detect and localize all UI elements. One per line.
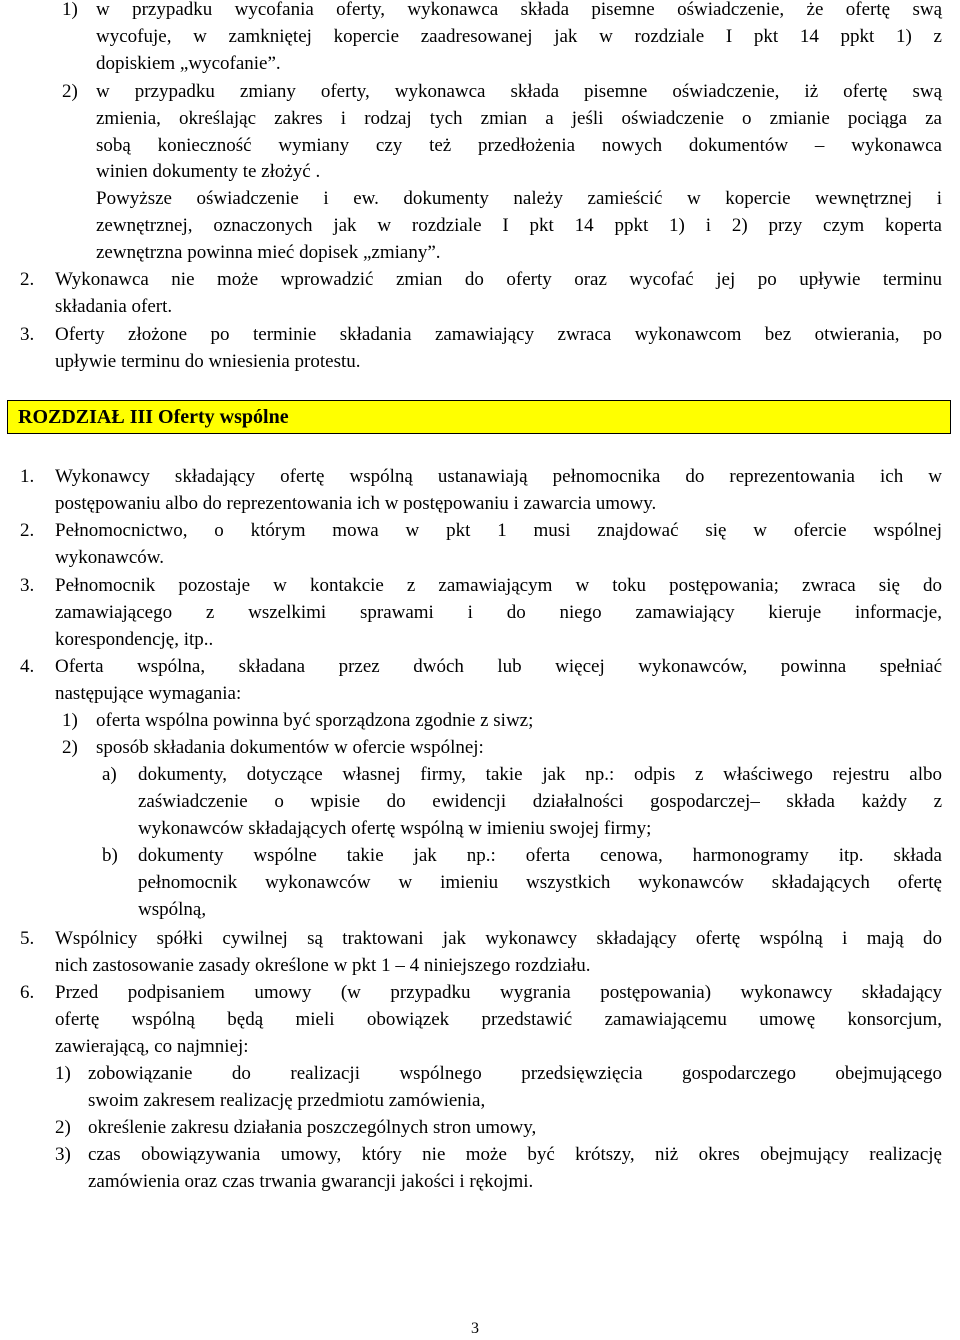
paragraph-line: sposób składania dokumentów w ofercie wspólnej: bbox=[96, 737, 484, 758]
paragraph-line: ofertę wspólną będą mieli obowiązek przedstawić zamawiającemu umowę konsorcjum, bbox=[55, 1009, 942, 1030]
list-marker: 6. bbox=[20, 982, 35, 1003]
list-marker: 2. bbox=[20, 269, 35, 290]
paragraph-line: upływie terminu do wniesienia protestu. bbox=[55, 351, 361, 372]
list-marker: 5. bbox=[20, 928, 35, 949]
paragraph-line: zmienia, określając zakres i rodzaj tych zmian a jeśli oświadczenie o zmianie pociąga za bbox=[96, 108, 942, 129]
paragraph-line: korespondencję, itp.. bbox=[55, 629, 214, 650]
list-marker: 3. bbox=[20, 324, 35, 345]
section-banner bbox=[7, 400, 951, 434]
paragraph-line: oferta wspólna powinna być sporządzona zgodnie z siwz; bbox=[96, 710, 534, 731]
list-marker: 2) bbox=[62, 81, 78, 102]
paragraph-line: Pełnomocnictwo, o którym mowa w pkt 1 musi znajdować się w ofercie wspólnej bbox=[55, 520, 942, 541]
paragraph-line: Wykonawca nie może wprowadzić zmian do oferty oraz wycofać jej po upływie terminu bbox=[55, 269, 942, 290]
paragraph-line: zewnętrzna powinna mieć dopisek „zmiany”. bbox=[96, 242, 441, 263]
list-marker: b) bbox=[102, 845, 118, 866]
paragraph-line: w przypadku wycofania oferty, wykonawca składa pisemne oświadczenie, że ofertę swą bbox=[96, 0, 942, 20]
list-marker: 1. bbox=[20, 466, 35, 487]
paragraph-line: nich zastosowanie zasady określone w pkt 1 – 4 niniejszego rozdziału. bbox=[55, 955, 591, 976]
paragraph-line: wykonawców składających ofertę wspólną w imieniu swojej firmy; bbox=[138, 818, 652, 839]
list-marker: 2) bbox=[55, 1117, 71, 1138]
list-marker: 1) bbox=[62, 0, 78, 20]
paragraph-line: Wykonawcy składający ofertę wspólną ustanawiają pełnomocnika do reprezentowania ich w bbox=[55, 466, 942, 487]
paragraph-line: czas obowiązywania umowy, który nie może być krótszy, niż okres obejmujący realizację bbox=[88, 1144, 942, 1165]
paragraph-line: Oferta wspólna, składana przez dwóch lub więcej wykonawców, powinna spełniać bbox=[55, 656, 942, 677]
paragraph-line: zamawiającego z wszelkimi sprawami i do niego zamawiający kieruje informacje, bbox=[55, 602, 942, 623]
paragraph-line: Wspólnicy spółki cywilnej są traktowani jak wykonawcy składający ofertę wspólną i mają do bbox=[55, 928, 942, 949]
paragraph-line: pełnomocnik wykonawców w imieniu wszystkich wykonawców składających ofertę bbox=[138, 872, 942, 893]
paragraph-line: dokumenty wspólne takie jak np.: oferta cenowa, harmonogramy itp. składa bbox=[138, 845, 942, 866]
page-number: 3 bbox=[471, 1320, 479, 1337]
paragraph-line: wycofuje, w zamkniętej kopercie zaadresowanej jak w rozdziale I pkt 14 ppkt 1) z bbox=[96, 26, 942, 47]
paragraph-line: składania ofert. bbox=[55, 296, 173, 317]
list-marker: 2) bbox=[62, 737, 78, 758]
paragraph-line: zobowiązanie do realizacji wspólnego przedsięwzięcia gospodarczego obejmującego bbox=[88, 1063, 942, 1084]
paragraph-line: Oferty złożone po terminie składania zamawiający zwraca wykonawcom bez otwierania, po bbox=[55, 324, 942, 345]
list-marker: 1) bbox=[62, 710, 78, 731]
list-marker: 1) bbox=[55, 1063, 71, 1084]
section-title: ROZDZIAŁ III Oferty wspólne bbox=[18, 406, 289, 428]
paragraph-line: Powyższe oświadczenie i ew. dokumenty należy zamieścić w kopercie wewnętrznej i bbox=[96, 188, 942, 209]
list-marker: a) bbox=[102, 764, 117, 785]
paragraph-line: wspólną, bbox=[138, 899, 207, 920]
paragraph-line: dopiskiem „wycofanie”. bbox=[96, 53, 281, 74]
paragraph-line: swoim zakresem realizację przedmiotu zamówienia, bbox=[88, 1090, 486, 1111]
list-marker: 3. bbox=[20, 575, 35, 596]
paragraph-line: Pełnomocnik pozostaje w kontakcie z zamawiającym w toku postępowania; zwraca się do bbox=[55, 575, 942, 596]
paragraph-line: zaświadczenie o wpisie do ewidencji działalności gospodarczej– składa każdy z bbox=[138, 791, 942, 812]
list-marker: 3) bbox=[55, 1144, 71, 1165]
paragraph-line: następujące wymagania: bbox=[55, 683, 242, 704]
paragraph-line: dokumenty, dotyczące własnej firmy, takie jak np.: odpis z właściwego rejestru albo bbox=[138, 764, 942, 785]
paragraph-line: określenie zakresu działania poszczególnych stron umowy, bbox=[88, 1117, 537, 1138]
list-marker: 4. bbox=[20, 656, 35, 677]
paragraph-line: Przed podpisaniem umowy (w przypadku wygrania postępowania) wykonawcy składający bbox=[55, 982, 942, 1003]
paragraph-line: postępowaniu albo do reprezentowania ich w postępowaniu i zawarcia umowy. bbox=[55, 493, 657, 514]
paragraph-line: zamówienia oraz czas trwania gwarancji jakości i rękojmi. bbox=[88, 1171, 534, 1192]
paragraph-line: w przypadku zmiany oferty, wykonawca składa pisemne oświadczenie, iż ofertę swą bbox=[96, 81, 942, 102]
paragraph-line: sobą konieczność wymiany czy też przedłożenia nowych dokumentów – wykonawca bbox=[96, 135, 942, 156]
list-marker: 2. bbox=[20, 520, 35, 541]
paragraph-line: zawierającą, co najmniej: bbox=[55, 1036, 249, 1057]
paragraph-line: winien dokumenty te złożyć . bbox=[96, 161, 321, 182]
paragraph-line: zewnętrznej, oznaczonych jak w rozdziale I pkt 14 ppkt 1) i 2) przy czym koperta bbox=[96, 215, 942, 236]
paragraph-line: wykonawców. bbox=[55, 547, 165, 568]
